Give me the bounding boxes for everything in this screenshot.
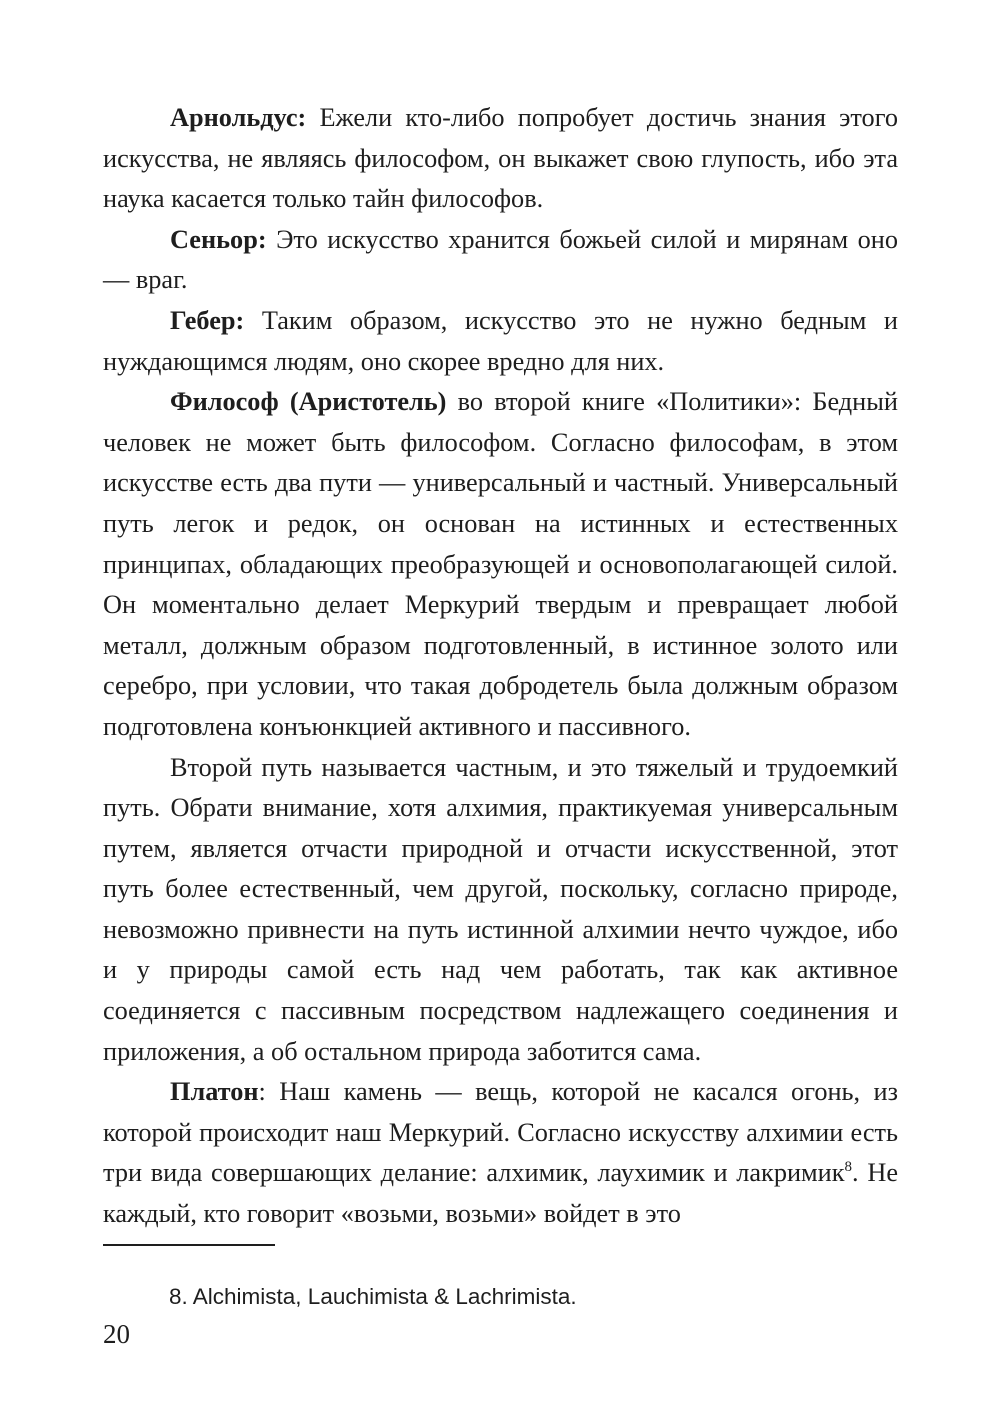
paragraph-geber	[103, 301, 898, 382]
paragraph-second-path	[103, 748, 898, 1073]
speaker-name: Философ (Аристотель)	[170, 387, 447, 417]
footnote-divider	[103, 1244, 275, 1246]
page-body	[103, 98, 898, 1235]
paragraph-text-continued: . Не каждый, кто говорит «возьми, возьми» войдет в это	[103, 1158, 898, 1229]
speaker-name: Арнольдус:	[170, 103, 307, 132]
footnote-reference[interactable]: 8	[844, 1159, 853, 1176]
page-number: 20	[103, 1319, 130, 1349]
speaker-name: Платон	[170, 1077, 259, 1107]
paragraph-text: : Наш камень — вещь, которой не касался огонь, из которой происходит наш Меркурий. Согласно искусству алхимии есть три вида совершающих делание: алхимик, лаухимик и лакримик	[103, 1077, 898, 1188]
paragraph-text: Таким образом, искусство это не нужно бедным и нуждающимся людям, оно скорее вредно для них.	[103, 305, 898, 376]
paragraph-text: Ежели кто-либо попробует достичь знания этого искусства, не являясь философом, он выкажет свою глупость, ибо эта наука касается только тайн философов.	[103, 103, 898, 214]
paragraph-philosopher	[103, 382, 898, 747]
speaker-name: Сеньор:	[170, 224, 267, 254]
speaker-name: Гебер:	[170, 305, 245, 335]
paragraph-text: Это искусство хранится божьей силой и мирянам оно — враг.	[103, 224, 898, 295]
paragraph-arnoldus	[103, 98, 898, 220]
paragraph-plato	[103, 1072, 898, 1234]
footnote-text: 8. Alchimista, Lauchimista & Lachrimista.	[169, 1284, 577, 1309]
paragraph-senior	[103, 220, 898, 301]
paragraph-text: во второй книге «Политики»: Бедный человек не может быть философом. Согласно философам, в этом искусстве есть два пути — универсальный и частный. Универсальный путь легок и редок, он основан на истинных и естественных принципах, обладающих преобразующей и основополагающей силой. Он моментально делает Меркурий твердым и превращает любой металл, должным образом подготовленный, в истинное золото или серебро, при условии, что такая добродетель была должным образом подготовлена конъюнкцией активного и пассивного.	[103, 387, 898, 741]
paragraph-text: Второй путь называется частным, и это тяжелый и трудоемкий путь. Обрати внимание, хотя алхимия, практикуемая универсальным путем, является отчасти природной и отчасти искусственной, этот путь более естественный, чем другой, поскольку, согласно природе, невозможно привнести на путь истинной алхимии нечто чуждое, ибо и у природы самой есть над чем работать, так как активное соединяется с пассивным посредством надлежащего соединения и приложения, а об остальном природа заботится сама.	[103, 752, 898, 1066]
